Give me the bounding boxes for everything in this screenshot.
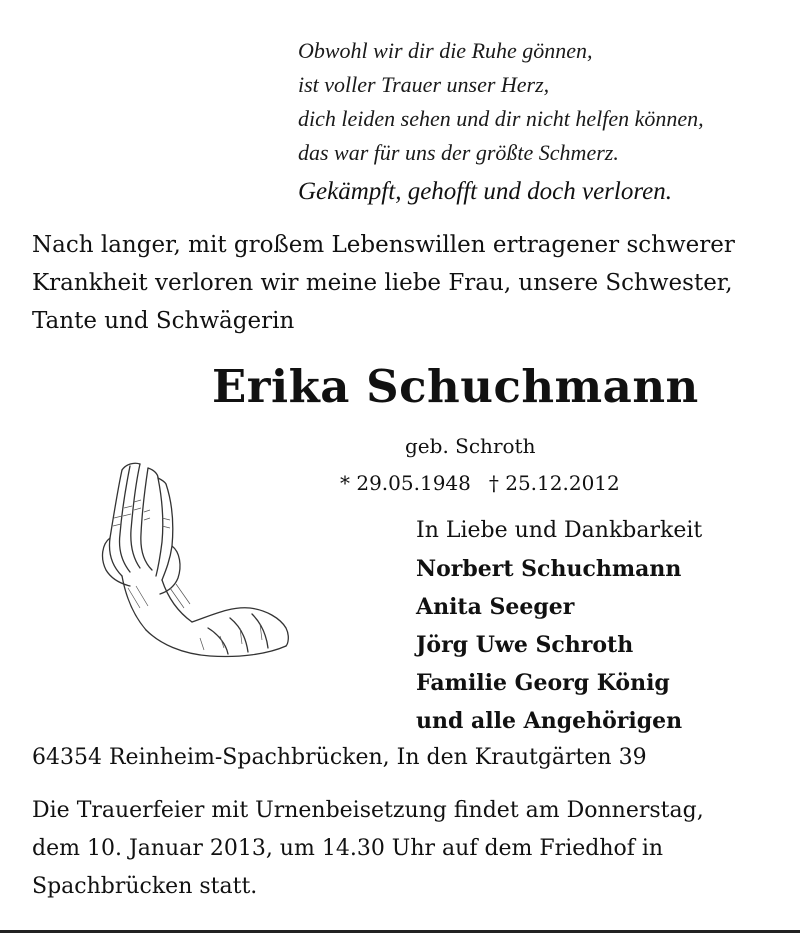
service-line: dem 10. Januar 2013, um 14.30 Uhr auf dem Friedhof in <box>32 836 664 861</box>
mourner-name: Anita Seeger <box>416 594 575 620</box>
poem-verse <box>298 34 704 170</box>
praying-hands-icon <box>100 458 290 663</box>
intro-line: Krankheit verloren wir meine liebe Frau, unsere Schwester, <box>32 270 733 296</box>
birth-date: * 29.05.1948 <box>340 471 471 495</box>
poem-line: Obwohl wir dir die Ruhe gönnen, <box>298 38 593 63</box>
funeral-service-info <box>32 792 782 906</box>
poem-line: das war für uns der größte Schmerz. <box>298 140 619 165</box>
intro-text <box>32 226 772 340</box>
mourner-name: Familie Georg König <box>416 670 670 696</box>
signoff-lead: In Liebe und Dankbarkeit <box>416 518 703 543</box>
service-line: Die Trauerfeier mit Urnenbeisetzung findet am Donnerstag, <box>32 798 704 823</box>
signoff-block <box>416 512 702 740</box>
intro-line: Tante und Schwägerin <box>32 308 295 334</box>
deceased-name: Erika Schuchmann <box>212 360 699 413</box>
mourner-name: Jörg Uwe Schroth <box>416 632 634 658</box>
poem-line: dich leiden sehen und dir nicht helfen können, <box>298 106 704 131</box>
motto-line: Gekämpft, gehofft und doch verloren. <box>298 178 672 205</box>
mourner-name: Norbert Schuchmann <box>416 556 682 582</box>
mourner-name: und alle Angehörigen <box>416 708 683 734</box>
family-address: 64354 Reinheim-Spachbrücken, In den Krautgärten 39 <box>32 745 647 770</box>
poem-line: ist voller Trauer unser Herz, <box>298 72 550 97</box>
death-date: † 25.12.2012 <box>488 471 620 495</box>
birth-name: geb. Schroth <box>405 434 536 458</box>
service-line: Spachbrücken statt. <box>32 874 258 899</box>
life-dates <box>340 471 620 495</box>
intro-line: Nach langer, mit großem Lebenswillen ertragener schwerer <box>32 232 735 258</box>
